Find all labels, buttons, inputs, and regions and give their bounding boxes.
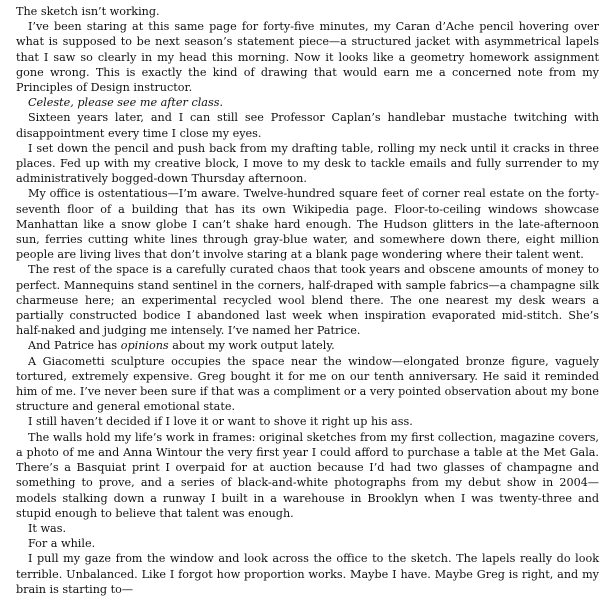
paragraph-with-emphasis: [16, 338, 599, 353]
paragraph: I set down the pencil and push back from my drafting table, rolling my neck until it cracks in three places. Fed up with my creative block, I move to my desk to tackle emails and fully surrender to my administratively bogged-down Thursday afternoon.: [16, 141, 599, 186]
paragraph-text-after: about my work output lately.: [168, 339, 335, 353]
emphasis-text: opinions: [120, 339, 169, 353]
paragraph-opening: The sketch isn’t working.: [16, 5, 160, 18]
paragraph-closing: I pull my gaze from the window and look across the office to the sketch. The lapels really do look terrible. Unbalanced. Like I forgot how proportion works. Maybe I have. Maybe Greg is right, and my brain is starting to—: [16, 552, 599, 596]
paragraph: Sixteen years later, and I can still see Professor Caplan’s handlebar mustache twitching with disappointment every time I close my eyes.: [16, 111, 599, 140]
paragraph: It was.: [28, 521, 67, 535]
italic-note-text: Celeste, please see me after class.: [28, 96, 224, 110]
paragraph: A Giacometti sculpture occupies the space near the window—elongated bronze figure, vaguely tortured, extremely expensive. Greg bought it for me on our tenth anniversary. He said it reminded him of me. I’ve never been sure if that was a compliment or a very pointed observation about my bone structure and general emotional state.: [16, 354, 599, 414]
paragraph: For a while.: [28, 537, 96, 551]
paragraph: I still haven’t decided if I love it or want to shove it right up his ass.: [28, 415, 413, 429]
paragraph: My office is ostentatious—I’m aware. Twelve-hundred square feet of corner real estate on the forty-seventh floor of a building that has its own Wikipedia page. Floor-to-ceiling windows showcase Manhattan like a snow globe I can’t shake hard enough. The Hudson glitters in the late-afternoon sun, ferries cutting white lines through gray-blue water, and somewhere down there, eight million people are living lives that don’t involve staring at a blank page wondering where their talent went.: [16, 187, 599, 262]
paragraph-text-before: And Patrice has: [28, 339, 121, 353]
paragraph: I’ve been staring at this same page for forty-five minutes, my Caran d’Ache pencil hovering over what is supposed to be next season’s statement piece—a structured jacket with asymmetrical lapels that I saw so clearly in my head this morning. Now it looks like a geometry homework assignment gone wrong. This is exactly the kind of drawing that would earn me a concerned note from my Principles of Design instructor.: [16, 20, 599, 95]
paragraph: The rest of the space is a carefully curated chaos that took years and obscene amounts of money to perfect. Mannequins stand sentinel in the corners, half-draped with sample fabrics—a champagne silk charmeuse here; an experimental recycled wool blend there. The one nearest my desk wears a partially constructed bodice I abandoned last week when inspiration evaporated mid-stitch. She’s half-naked and judging me intensely. I’ve named her Patrice.: [16, 263, 599, 338]
paragraph: The walls hold my life’s work in frames: original sketches from my first collection, magazine covers, a photo of me and Anna Wintour the very first year I could afford to purchase a table at the Met Gala. There’s a Basquiat print I overpaid for at auction because I’d had two glasses of champagne and something to prove, and a series of black-and-white photographs from my debut show in 2004—models stalking down a runway I built in a warehouse in Brooklyn when I was twenty-three and stupid enough to believe that talent was enough.: [16, 430, 599, 520]
paragraph-italic-note: [16, 95, 599, 110]
